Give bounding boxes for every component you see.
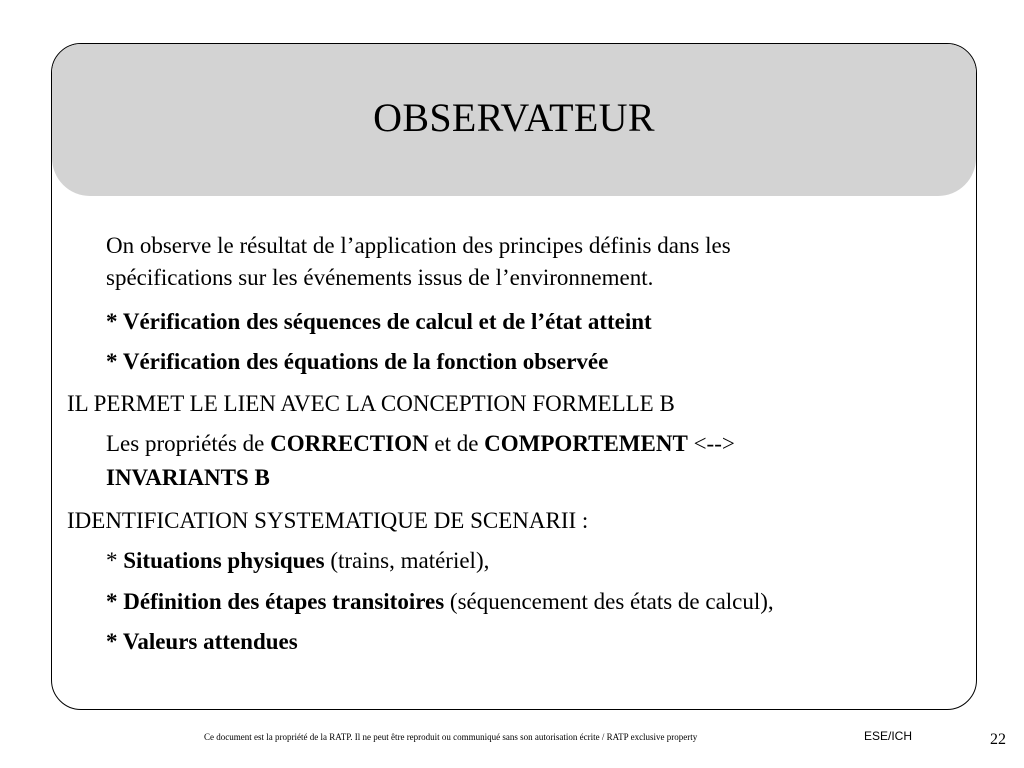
scenario-2-rest: (séquencement des états de calcul), [444, 589, 774, 614]
correction-term: CORRECTION [270, 431, 429, 456]
slide-title: OBSERVATEUR [373, 95, 655, 140]
scenario-item-2 [106, 586, 774, 617]
slide-body [52, 44, 976, 709]
page-number: 22 [990, 731, 1006, 748]
bullet-item-2-text: * Vérification des équations de la fonction observée [106, 349, 609, 374]
properties-line-2 [106, 462, 270, 493]
paragraph-line-2: spécifications sur les événements issus de l’environnement. [106, 265, 654, 290]
scenario-3-bold: * Valeurs attendues [106, 629, 298, 654]
bullet-item-1 [106, 306, 652, 337]
properties-mid: et de [428, 431, 485, 456]
scenario-1-star: * [106, 548, 124, 573]
properties-line-1 [106, 428, 735, 459]
paragraph-line-1: On observe le résultat de l’application des principes définis dans les [106, 233, 731, 258]
slide-frame [51, 43, 977, 710]
department-code: ESE/ICH [864, 729, 913, 743]
scenario-item-1 [106, 545, 489, 576]
scenario-2-bold: * Définition des étapes transitoires [106, 589, 445, 614]
copyright-notice: Ce document est la propriété de la RATP. Il ne peut être reproduit ou communiqué sans son autorisation écrite / RATP exclusive property [204, 732, 698, 742]
properties-prefix: Les propriétés de [106, 431, 271, 456]
arrow-text: <--> [687, 431, 735, 456]
bullet-item-1-text: * Vérification des séquences de calcul et de l’état atteint [106, 309, 652, 334]
scenario-1-bold: Situations physiques [123, 548, 325, 573]
scenario-1-rest: (trains, matériel), [324, 548, 490, 573]
invariants-term: INVARIANTS B [106, 465, 270, 490]
section-heading-2: IDENTIFICATION SYSTEMATIQUE DE SCENARII : [67, 508, 589, 533]
section-heading-1: IL PERMET LE LIEN AVEC LA CONCEPTION FORMELLE B [67, 391, 675, 416]
bullet-item-2 [106, 346, 608, 377]
scenario-item-3 [106, 626, 298, 657]
comportement-term: COMPORTEMENT [484, 431, 688, 456]
